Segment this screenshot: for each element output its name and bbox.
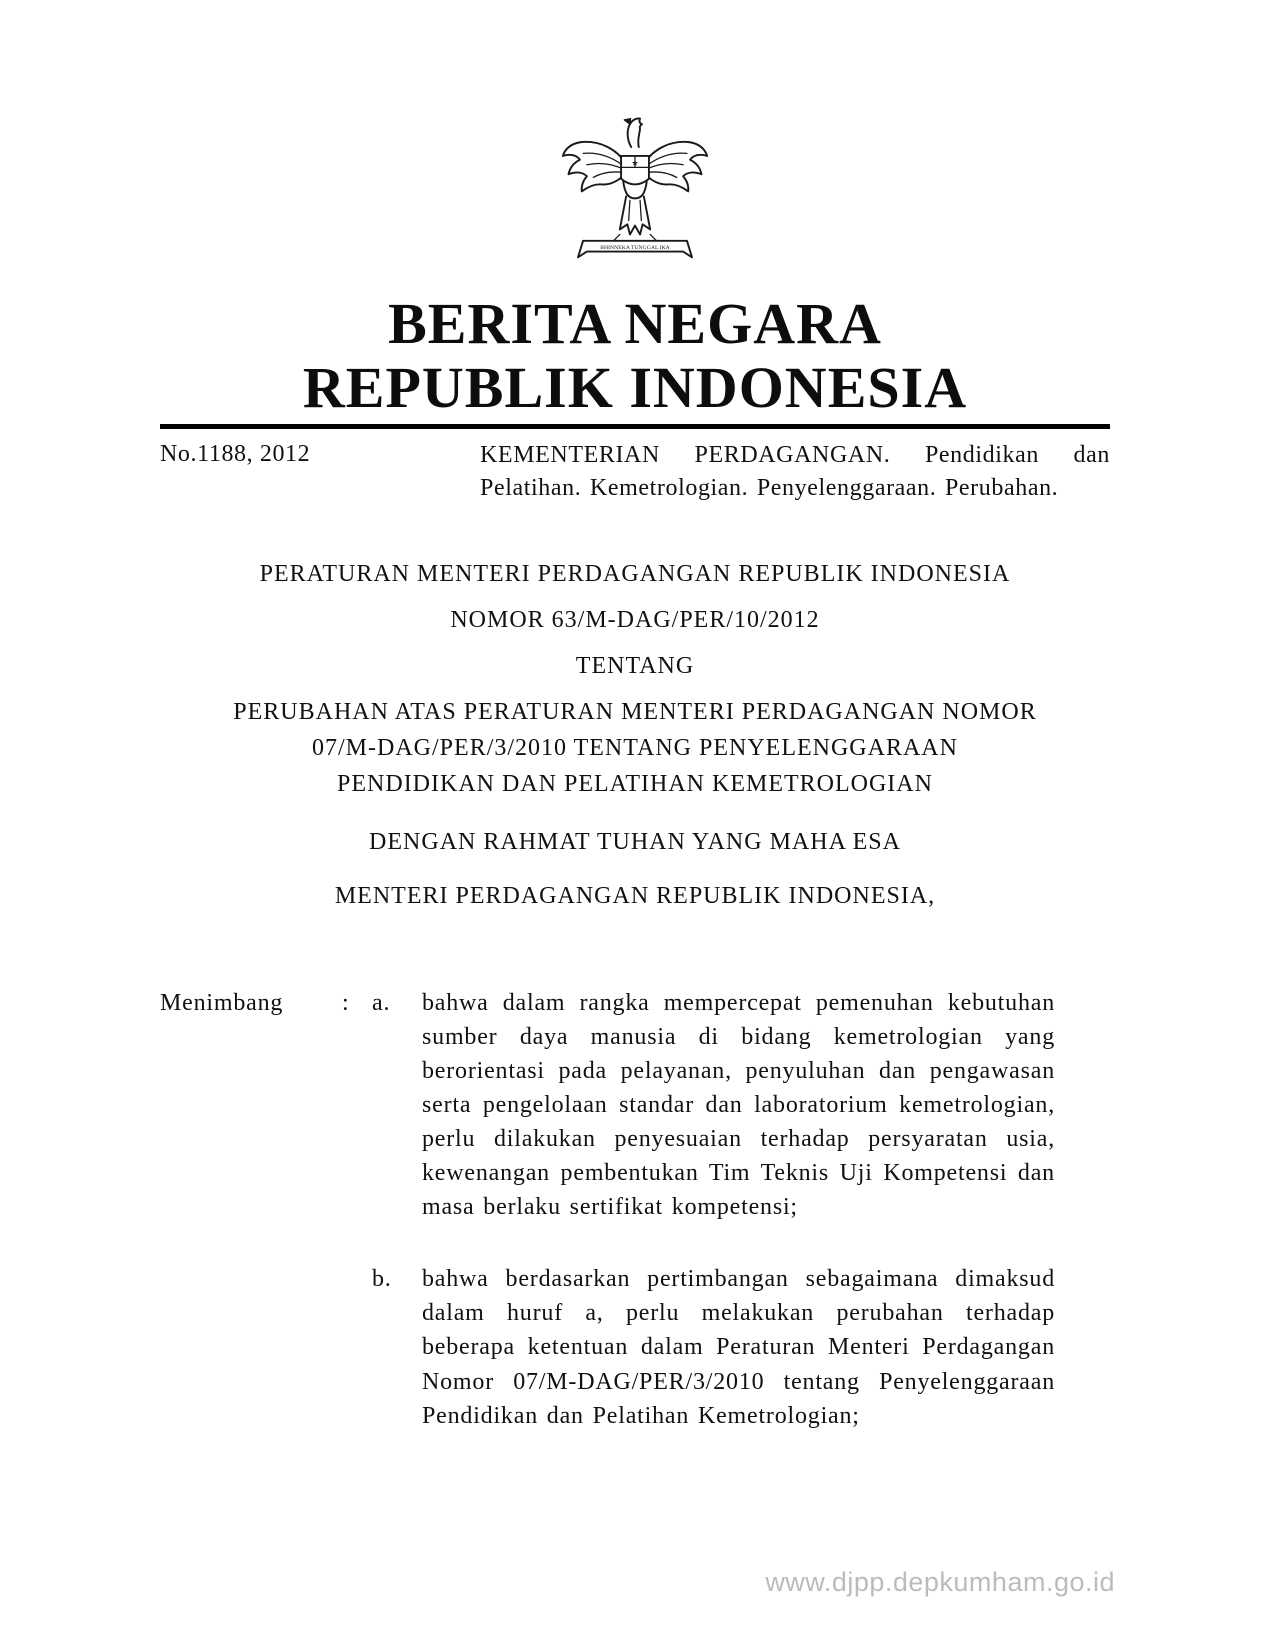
issuer-line: MENTERI PERDAGANGAN REPUBLIK INDONESIA, [334, 882, 936, 909]
title-rule [160, 424, 1110, 429]
emblem-wrap [160, 84, 1110, 276]
consideration-item-a [160, 986, 1110, 1225]
item-text-a: bahwa dalam rangka mempercepat pemenuhan kebutuhan sumber daya manusia di bidang kemetrologian yang berorientasi pada pelayanan, penyuluhan dan pengawasan serta pengelolaan standar dan laboratorium kemetrologian, perlu dilakukan penyesuaian terhadap persyaratan usia, kewenangan pembentukan Tim Teknis Uji Kompetensi dan masa berlaku sertifikat kompetensi; [422, 989, 1055, 1221]
tentang-label: TENTANG [575, 652, 695, 679]
regulation-title: PERATURAN MENTERI PERDAGANGAN REPUBLIK INDONESIA [259, 560, 1011, 587]
masthead-row [160, 439, 1110, 506]
watermark-url: www.djpp.depkumham.go.id [765, 1567, 1115, 1597]
svg-text:★: ★ [631, 158, 639, 168]
menimbang-colon: : [342, 989, 350, 1016]
gazette-content [160, 0, 1110, 1433]
invocation-line: DENGAN RAHMAT TUHAN YANG MAHA ESA [369, 828, 901, 855]
considerations-section [160, 986, 1110, 1433]
menimbang-label: Menimbang [160, 989, 284, 1016]
gazette-title-line-2: REPUBLIK INDONESIA [302, 354, 968, 420]
gazette-number: No.1188, 2012 [160, 440, 311, 467]
emblem-shield [621, 156, 649, 185]
gazette-title-line-1: BERITA NEGARA [388, 291, 882, 356]
consideration-item-b [160, 1262, 1110, 1432]
item-letter-a: a. [372, 989, 391, 1016]
gazette-subject: KEMENTERIAN PERDAGANGAN. Pendidikan dan Pelatihan. Kemetrologian. Penyelenggaraan. Perubahan. [480, 441, 1110, 502]
regulation-subject-line-3: PENDIDIKAN DAN PELATIHAN KEMETROLOGIAN [337, 770, 933, 797]
garuda-pancasila-emblem-icon [559, 84, 711, 276]
regulation-subject [160, 694, 1110, 802]
regulation-number: NOMOR 63/M-DAG/PER/10/2012 [450, 606, 820, 633]
regulation-subject-line-2: 07/M-DAG/PER/3/2010 TENTANG PENYELENGGARAAN [312, 734, 958, 761]
item-text-b: bahwa berdasarkan pertimbangan sebagaimana dimaksud dalam huruf a, perlu melakukan perubahan terhadap beberapa ketentuan dalam Peraturan Menteri Perdagangan Nomor 07/M-DAG/PER/3/2010 tentang Penyelenggaraan Pendidikan dan Pelatihan Kemetrologian; [422, 1266, 1055, 1429]
regulation-subject-line-1: PERUBAHAN ATAS PERATURAN MENTERI PERDAGANGAN NOMOR [233, 698, 1037, 725]
item-letter-b: b. [372, 1266, 392, 1293]
regulation-headings [160, 556, 1110, 914]
emblem-motto: BHINNEKA TUNGGAL IKA [600, 245, 670, 252]
gazette-title [160, 292, 1110, 420]
